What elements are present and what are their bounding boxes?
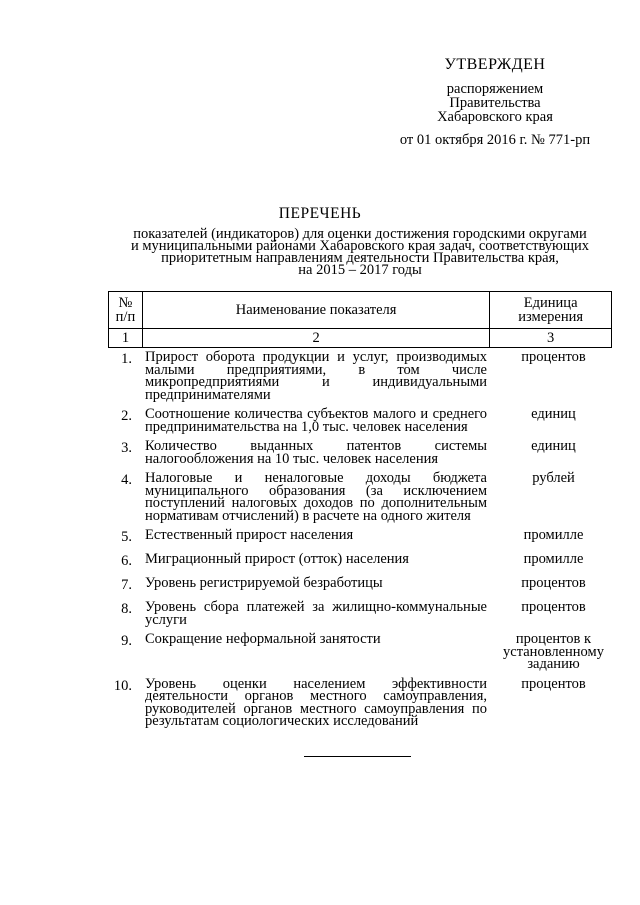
table-row	[108, 577, 612, 594]
row-name: Миграционный прирост (отток) населения	[145, 551, 409, 567]
row-unit: промилле	[523, 527, 584, 543]
table-row	[108, 529, 612, 546]
row-unit: единиц	[531, 406, 576, 422]
row-unit: процентов	[521, 349, 586, 365]
row-num: 8.	[121, 601, 132, 617]
subtitle-line-1: показателей (индикаторов) для оценки достижения городскими округами	[133, 226, 587, 242]
row-num: 5.	[121, 529, 132, 545]
row-name: Прирост оборота продукции и услуг, производимых малыми предприятиями, в том числе микропредприятиями и индивидуальными предпринимателями	[145, 349, 487, 403]
row-num: 6.	[121, 553, 132, 569]
row-num: 9.	[121, 633, 132, 649]
row-unit: процентов к установленному заданию	[503, 631, 604, 672]
table-row	[108, 472, 612, 522]
col-number-1: 1	[109, 329, 143, 348]
row-num: 1.	[121, 351, 132, 367]
table-row	[108, 675, 612, 729]
closing-divider	[304, 756, 411, 757]
table-row	[108, 351, 612, 401]
row-name: Налоговые и неналоговые доходы бюджета муниципального образования (за исключением поступлений налоговых доходов по дополнительным нормативам отчислений) в расчете на одного жителя	[145, 470, 487, 524]
row-num: 10.	[113, 677, 132, 694]
header-num	[109, 292, 143, 329]
col-number-2: 2	[142, 329, 489, 348]
approval-line-3: Хабаровского края	[437, 109, 553, 125]
row-name: Уровень регистрируемой безработицы	[145, 575, 383, 591]
header-num-line-1: №	[118, 295, 133, 311]
table-row	[108, 408, 612, 433]
row-unit: процентов	[521, 575, 586, 591]
approved-heading: УТВЕРЖДЕН	[444, 56, 546, 73]
row-unit: промилле	[523, 551, 584, 567]
table-row	[108, 633, 612, 671]
row-name: Уровень оценки населением эффективности деятельности органов местного самоуправления, руководителей органов местного самоуправления по результатам социологических исследований	[145, 675, 487, 729]
approval-date: от 01 октября 2016 г. № 771-рп	[399, 132, 591, 148]
row-unit: процентов	[521, 599, 586, 615]
row-num: 3.	[121, 440, 132, 456]
subtitle-line-2: и муниципальными районами Хабаровского края задач, соответствующих	[130, 238, 590, 254]
row-name: Естественный прирост населения	[145, 527, 354, 543]
row-num: 4.	[121, 472, 132, 488]
row-num: 2.	[121, 408, 132, 424]
table-row	[108, 601, 612, 626]
header-unit	[490, 292, 612, 329]
table-row	[108, 440, 612, 465]
table-header	[108, 291, 612, 348]
header-unit-line-1: Единица	[523, 295, 578, 311]
approval-line-1: распоряжением	[446, 81, 544, 97]
document-title: ПЕРЕЧЕНЬ	[278, 205, 362, 222]
table-body	[108, 351, 612, 735]
document-subtitle	[100, 228, 620, 276]
row-name: Количество выданных патентов системы налогообложения на 10 тыс. человек населения	[145, 438, 487, 467]
table-row	[108, 553, 612, 570]
row-num: 7.	[121, 577, 132, 593]
row-unit: рублей	[532, 470, 575, 486]
approval-line-2: Правительства	[449, 95, 541, 111]
row-unit: единиц	[531, 438, 576, 454]
row-name: Сокращение неформальной занятости	[145, 631, 381, 647]
approval-block	[380, 58, 610, 147]
col-number-3: 3	[490, 329, 612, 348]
row-name: Соотношение количества субъектов малого и среднего предпринимательства на 1,0 тыс. человек населения	[145, 406, 487, 435]
header-unit-line-2: измерения	[518, 309, 584, 325]
header-num-line-2: п/п	[115, 309, 136, 325]
subtitle-line-3: приоритетным направлениям деятельности Правительства края,	[161, 250, 559, 266]
row-name: Уровень сбора платежей за жилищно-коммунальные услуги	[145, 599, 487, 628]
header-name: Наименование показателя	[142, 292, 489, 329]
row-unit: процентов	[521, 675, 586, 692]
subtitle-line-4: на 2015 – 2017 годы	[298, 262, 422, 278]
